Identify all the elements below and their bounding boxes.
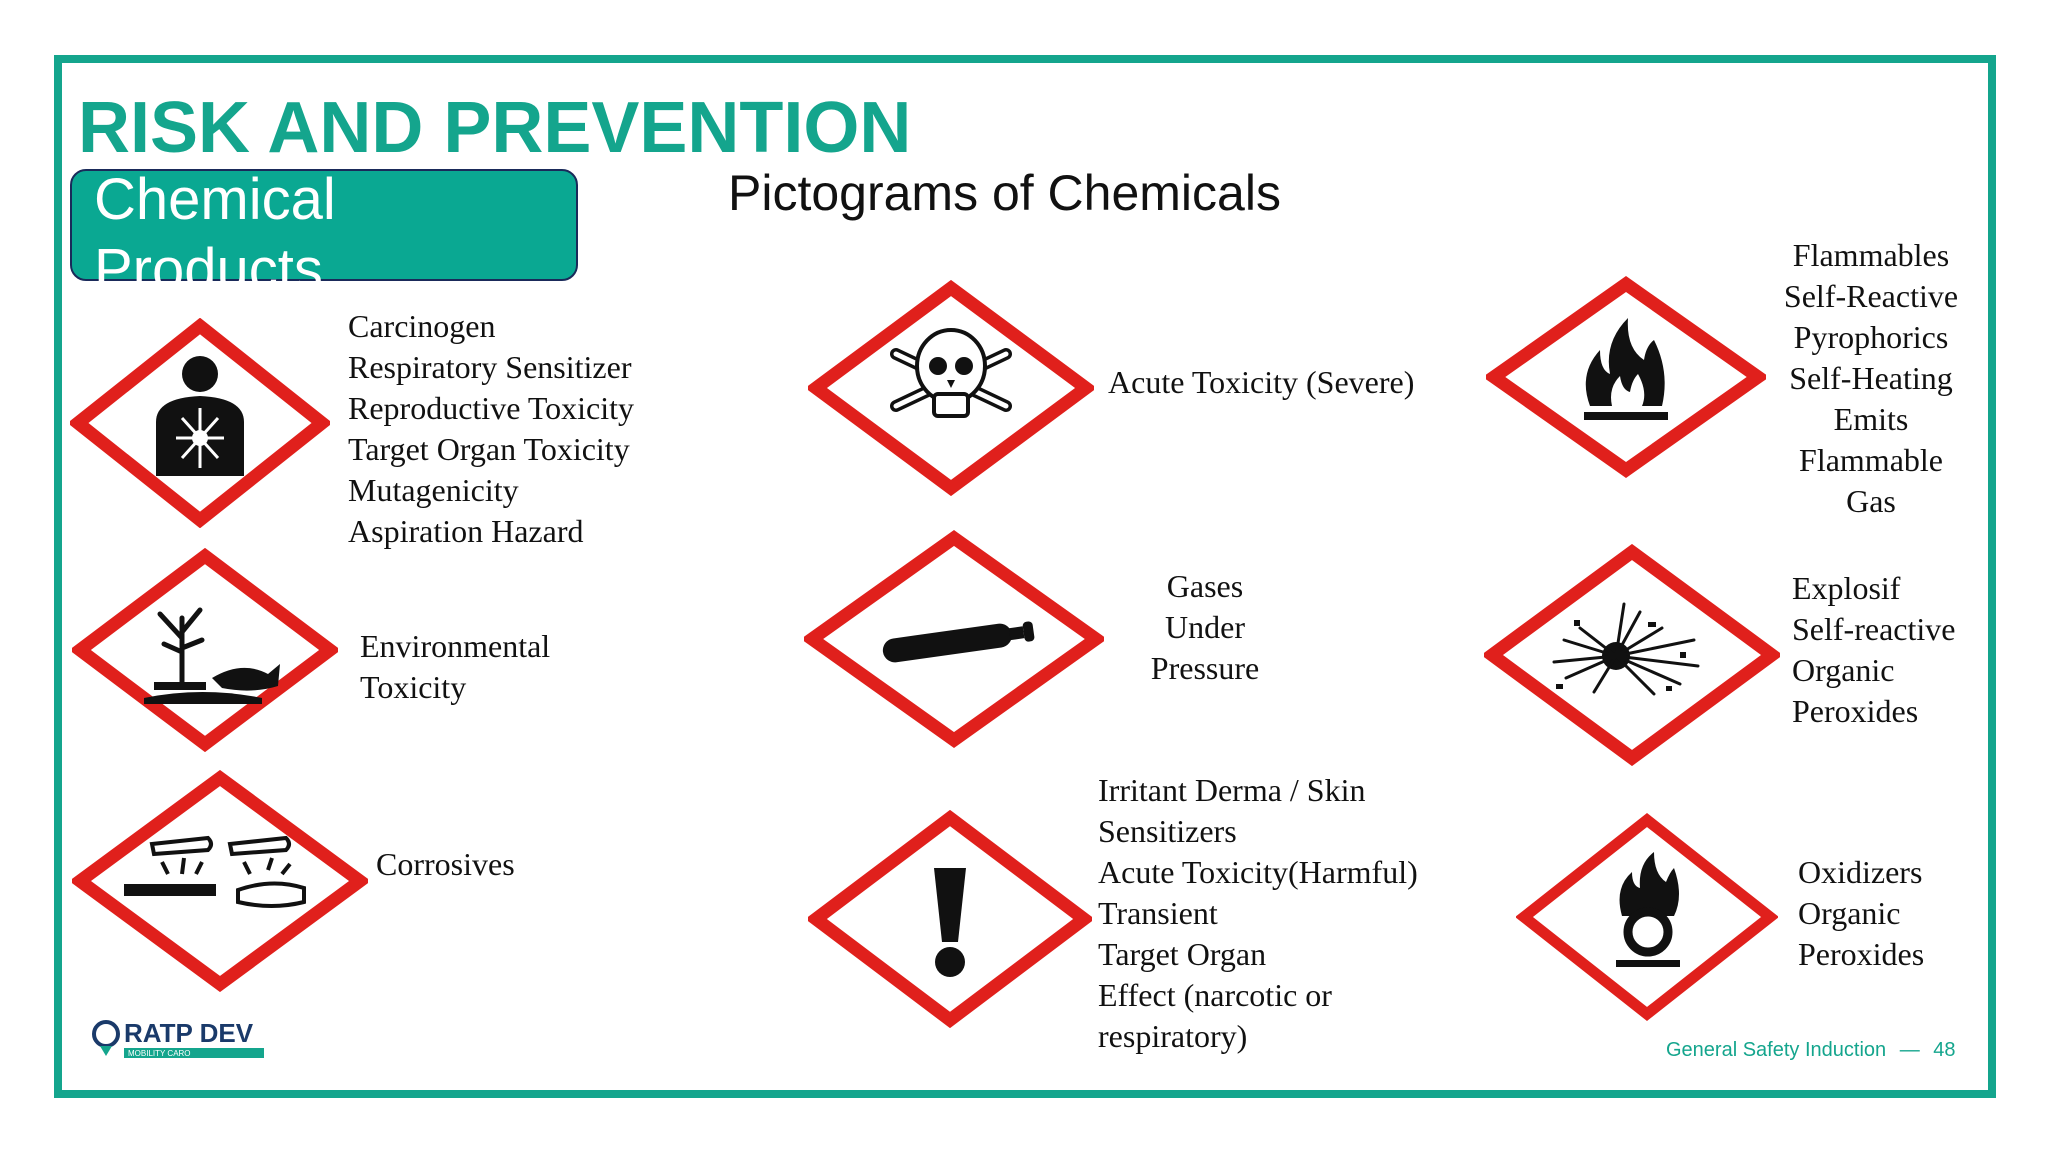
environment-line: Toxicity bbox=[360, 669, 467, 705]
exploding-bomb-line: Self-reactive bbox=[1792, 611, 1956, 647]
gas-cylinder-label bbox=[1120, 566, 1290, 689]
flame-over-circle-line: Oxidizers bbox=[1798, 854, 1923, 890]
flame-line: Self-Heating bbox=[1789, 360, 1953, 396]
footer bbox=[1666, 1039, 1956, 1062]
page-number: 48 bbox=[1933, 1039, 1956, 1061]
environment-line: Environmental bbox=[360, 628, 551, 664]
flame-line: Self-Reactive bbox=[1783, 278, 1959, 314]
gas-cylinder-line: Gases bbox=[1166, 568, 1244, 604]
flame-line: Emits bbox=[1833, 401, 1909, 437]
corrosion-line: Corrosives bbox=[376, 846, 515, 882]
health-hazard-line: Mutagenicity bbox=[348, 472, 519, 508]
exclamation-mark-line: Transient bbox=[1098, 895, 1218, 931]
corrosion-icon bbox=[72, 770, 368, 992]
health-hazard-line: Target Organ Toxicity bbox=[348, 431, 630, 467]
flame-over-circle-line: Organic bbox=[1798, 895, 1901, 931]
footer-separator: — bbox=[1899, 1039, 1920, 1061]
exploding-bomb-icon bbox=[1484, 544, 1780, 766]
skull-crossbones-line: Acute Toxicity (Severe) bbox=[1108, 364, 1415, 400]
flame-label bbox=[1756, 235, 1986, 522]
flame-icon bbox=[1486, 276, 1766, 478]
exploding-bomb-label bbox=[1792, 568, 1955, 732]
ratp-dev-logo bbox=[90, 1012, 290, 1064]
exploding-bomb-line: Explosif bbox=[1792, 570, 1901, 606]
corrosion-label bbox=[376, 844, 515, 885]
section-badge bbox=[70, 167, 578, 302]
flame-over-circle-line: Peroxides bbox=[1798, 936, 1925, 972]
flame-line: Flammable bbox=[1799, 442, 1943, 478]
skull-crossbones-icon bbox=[808, 280, 1094, 496]
footer-text: General Safety Induction bbox=[1666, 1039, 1887, 1061]
exclamation-mark-icon bbox=[808, 810, 1092, 1028]
exclamation-mark-line: Target Organ bbox=[1098, 936, 1267, 972]
flame-line: Pyrophorics bbox=[1793, 319, 1949, 355]
exclamation-mark-label bbox=[1098, 770, 1418, 1057]
environment-label bbox=[360, 626, 550, 708]
gas-cylinder-line: Pressure bbox=[1150, 650, 1260, 686]
health-hazard-line: Aspiration Hazard bbox=[348, 513, 584, 549]
health-hazard-line: Carcinogen bbox=[348, 308, 496, 344]
gas-cylinder-line: Under bbox=[1165, 609, 1245, 645]
health-hazard-line: Respiratory Sensitizer bbox=[348, 349, 632, 385]
slide-title: RISK AND PREVENTION bbox=[78, 88, 912, 168]
exclamation-mark-line: Effect (narcotic or bbox=[1098, 977, 1332, 1013]
exclamation-mark-line: Irritant Derma / Skin bbox=[1098, 772, 1366, 808]
health-hazard-icon bbox=[70, 318, 330, 528]
exclamation-mark-line: Acute Toxicity(Harmful) bbox=[1098, 854, 1418, 890]
exploding-bomb-line: Organic bbox=[1792, 652, 1895, 688]
health-hazard-label bbox=[348, 306, 634, 552]
flame-line: Gas bbox=[1846, 483, 1896, 519]
exclamation-mark-line: respiratory) bbox=[1098, 1018, 1248, 1054]
logo-tagline: MOBILITY CARO bbox=[128, 1049, 191, 1058]
flame-over-circle-label bbox=[1798, 852, 1924, 975]
health-hazard-line: Reproductive Toxicity bbox=[348, 390, 634, 426]
exclamation-mark-line: Sensitizers bbox=[1098, 813, 1237, 849]
skull-crossbones-label bbox=[1108, 362, 1414, 403]
gas-cylinder-icon bbox=[804, 530, 1104, 748]
flame-line: Flammables bbox=[1792, 237, 1950, 273]
slide-subtitle: Pictograms of Chemicals bbox=[728, 165, 1281, 221]
section-badge-label: Chemical Products bbox=[94, 167, 336, 302]
logo-name: RATP DEV bbox=[124, 1018, 254, 1048]
exploding-bomb-line: Peroxides bbox=[1792, 693, 1919, 729]
flame-over-circle-icon bbox=[1516, 812, 1778, 1022]
environment-icon bbox=[72, 548, 338, 752]
